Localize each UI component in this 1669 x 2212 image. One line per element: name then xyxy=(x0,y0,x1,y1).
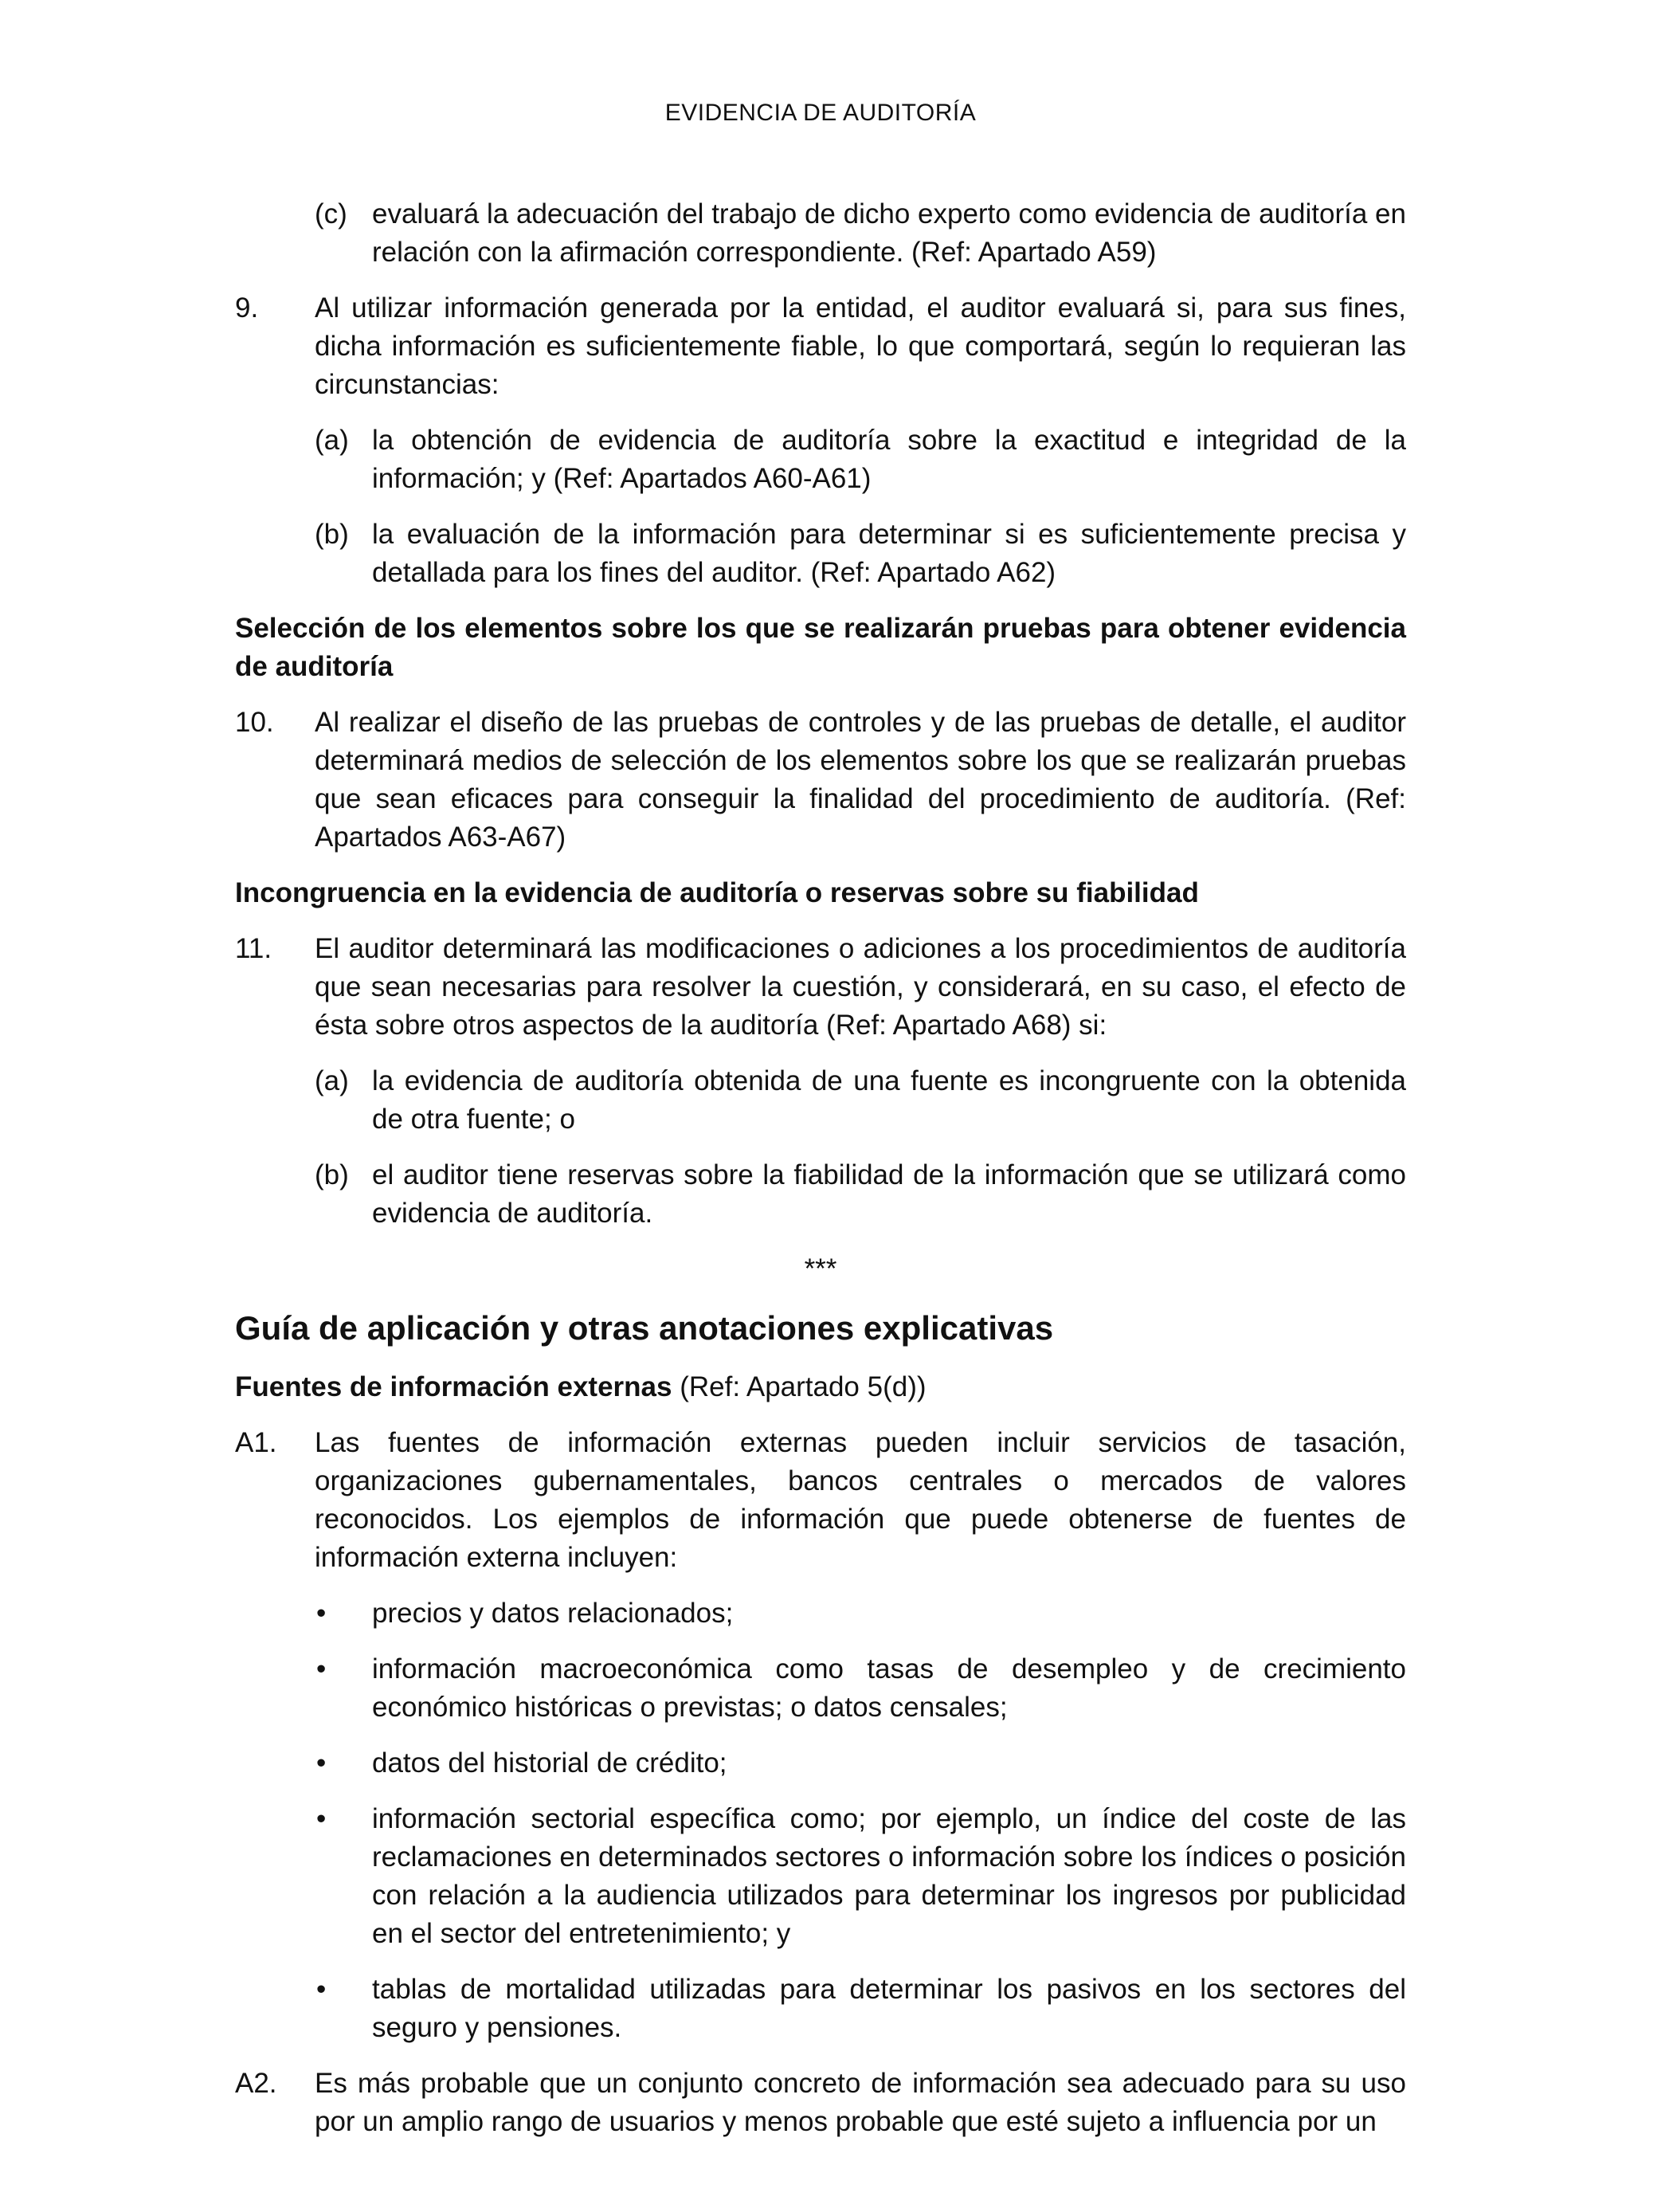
paragraph-text: El auditor determinará las modificaciones o adiciones a los procedimientos de auditoría que sean necesarias para resolver la cuestión, y considerará, en su caso, el efecto de ésta sobre otros aspectos de la auditoría (Ref: Apartado A68) si: xyxy=(315,933,1406,1041)
bullet-text: precios y datos relacionados; xyxy=(372,1598,734,1629)
bullet-icon: • xyxy=(316,1747,327,1779)
bullet-icon: • xyxy=(316,1974,327,2005)
section-separator: *** xyxy=(804,1253,837,1284)
paragraph-text: Las fuentes de información externas pueden incluir servicios de tasación, organizaciones gubernamentales, bancos centrales o mercados de valores reconocidos. Los ejemplos de información que puede obtenerse de fuentes de información externa incluyen: xyxy=(315,1427,1406,1573)
item-marker: (b) xyxy=(315,519,349,550)
item-text: la obtención de evidencia de auditoría sobre la exactitud e integridad de la información; y (Ref: Apartados A60-A61) xyxy=(372,425,1406,494)
bullet-text: información macroeconómica como tasas de desempleo y de crecimiento económico históricas o previstas; o datos censales; xyxy=(372,1653,1406,1723)
running-header: EVIDENCIA DE AUDITORÍA xyxy=(664,100,977,126)
bullet-item xyxy=(235,1650,1406,1727)
item-text: evaluará la adecuación del trabajo de dicho experto como evidencia de auditoría en relación con la afirmación correspondiente. (Ref: Apartado A59) xyxy=(372,198,1406,268)
subheading-reference: (Ref: Apartado 5(d)) xyxy=(672,1371,927,1402)
bullet-item xyxy=(235,1971,1406,2047)
paragraph-11b xyxy=(235,1156,1406,1233)
bullet-text: información sectorial específica como; por ejemplo, un índice del coste de las reclamaciones en determinados sectores o información sobre los índices o posición con relación a la audiencia utilizados para determinar los ingresos por publicidad en el sector del entretenimiento; y xyxy=(372,1803,1406,1949)
bullet-text: tablas de mortalidad utilizadas para determinar los pasivos en los sectores del seguro y pensiones. xyxy=(372,1974,1406,2043)
subheading-seleccion: Selección de los elementos sobre los que se realizarán pruebas para obtener evidencia de auditoría xyxy=(235,613,1406,682)
paragraph-9 xyxy=(235,289,1406,404)
paragraph-9a xyxy=(235,422,1406,498)
paragraph-11 xyxy=(235,930,1406,1045)
paragraph-A1 xyxy=(235,1424,1406,1577)
paragraph-number: 10. xyxy=(235,707,274,738)
paragraph-8c xyxy=(235,195,1406,272)
item-text: la evidencia de auditoría obtenida de una fuente es incongruente con la obtenida de otra fuente; o xyxy=(372,1065,1406,1135)
paragraph-10 xyxy=(235,704,1406,857)
paragraph-A2 xyxy=(235,2065,1406,2141)
paragraph-9b xyxy=(235,516,1406,592)
paragraph-text: Al utilizar información generada por la entidad, el auditor evaluará si, para sus fines, dicha información es suficientemente fiable, lo que comportará, según lo requieran las circunstancias: xyxy=(315,292,1406,400)
bullet-item xyxy=(235,1744,1406,1783)
paragraph-number: 9. xyxy=(235,292,259,324)
item-marker: (c) xyxy=(315,198,347,229)
bullet-icon: • xyxy=(316,1653,327,1684)
bullet-icon: • xyxy=(316,1803,327,1834)
bullet-icon: • xyxy=(316,1598,327,1629)
document-body xyxy=(235,195,1406,2159)
paragraph-number: 11. xyxy=(235,933,272,964)
bullet-text: datos del historial de crédito; xyxy=(372,1747,727,1779)
subheading-text: Fuentes de información externas xyxy=(235,1371,672,1402)
item-marker: (a) xyxy=(315,1065,349,1096)
section-title: Guía de aplicación y otras anotaciones explicativas xyxy=(235,1309,1054,1347)
item-text: el auditor tiene reservas sobre la fiabilidad de la información que se utilizará como evidencia de auditoría. xyxy=(372,1159,1406,1229)
paragraph-text: Al realizar el diseño de las pruebas de controles y de las pruebas de detalle, el auditor determinará medios de selección de los elementos sobre los que se realizarán pruebas que sean eficaces para conseguir la finalidad del procedimiento de auditoría. (Ref: Apartados A63-A67) xyxy=(315,707,1406,853)
item-marker: (b) xyxy=(315,1159,349,1190)
subheading-incongruencia: Incongruencia en la evidencia de auditoría o reservas sobre su fiabilidad xyxy=(235,877,1199,908)
subheading-fuentes xyxy=(235,1368,1406,1406)
bullet-item xyxy=(235,1800,1406,1953)
paragraph-number: A2. xyxy=(235,2068,277,2099)
bullet-item xyxy=(235,1594,1406,1633)
item-marker: (a) xyxy=(315,425,349,456)
item-text: la evaluación de la información para determinar si es suficientemente precisa y detallada para los fines del auditor. (Ref: Apartado A62) xyxy=(372,519,1406,588)
paragraph-text: Es más probable que un conjunto concreto de información sea adecuado para su uso por un amplio rango de usuarios y menos probable que esté sujeto a influencia por un xyxy=(315,2068,1406,2137)
paragraph-number: A1. xyxy=(235,1427,277,1458)
paragraph-11a xyxy=(235,1062,1406,1139)
